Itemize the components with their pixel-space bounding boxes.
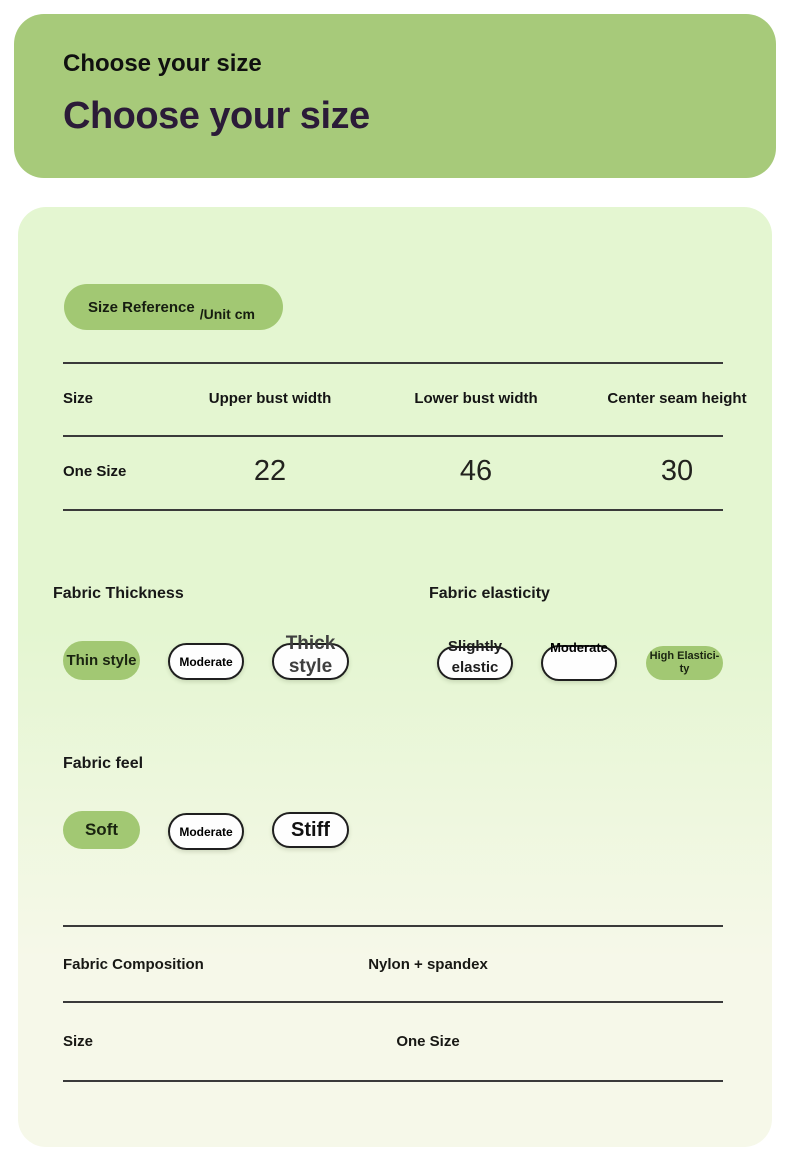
option-label: Stiff (291, 818, 330, 841)
divider (63, 435, 723, 437)
divider (63, 509, 723, 511)
option-label: Moderate (179, 654, 233, 669)
option-soft[interactable] (63, 811, 140, 849)
info-value: Nylon + spandex (368, 955, 488, 973)
size-reference-badge (64, 284, 283, 330)
size-table-row (63, 435, 774, 508)
option-label: Slightly elastic (447, 638, 503, 676)
column-header-size: Size (63, 390, 94, 407)
option-label: Moderate (179, 824, 233, 839)
size-table (63, 362, 774, 510)
page-title: Choose your size (63, 95, 370, 137)
option-elasticity-moderate[interactable] (541, 640, 617, 681)
badge-label: Size Reference (88, 298, 195, 316)
option-label: Moderate (550, 640, 608, 655)
column-header-center-seam-height: Center seam height (607, 390, 747, 407)
info-row-size (63, 1003, 723, 1080)
divider (63, 362, 723, 364)
divider (63, 1080, 723, 1082)
option-high-elasticity[interactable] (646, 646, 723, 680)
option-stiff[interactable] (272, 812, 349, 848)
fabric-feel-title: Fabric feel (63, 755, 144, 772)
cell-upper-bust-width: 22 (253, 455, 287, 487)
info-label: Size (63, 1033, 94, 1050)
option-feel-moderate[interactable] (168, 813, 244, 850)
option-label: Thick style (285, 633, 336, 677)
column-header-lower-bust-width: Lower bust width (414, 390, 538, 407)
option-slightly-elastic[interactable] (437, 638, 513, 680)
size-info-card (18, 207, 772, 1147)
option-label: Soft (84, 820, 119, 839)
column-header-upper-bust-width: Upper bust width (208, 390, 332, 407)
fabric-thickness-title: Fabric Thickness (53, 585, 184, 602)
option-label: High Elastici-ty (649, 650, 720, 675)
option-thin-style[interactable] (63, 641, 140, 680)
info-label: Fabric Composition (63, 955, 204, 973)
info-value: One Size (396, 1033, 460, 1050)
header-eyebrow: Choose your size (63, 50, 262, 77)
badge-unit: /Unit cm (199, 306, 255, 322)
option-thick-style[interactable] (272, 633, 349, 680)
fabric-elasticity-title: Fabric elasticity (429, 585, 550, 602)
cell-center-seam-height: 30 (660, 455, 694, 487)
option-thickness-moderate[interactable] (168, 643, 244, 680)
cell-size-name: One Size (63, 463, 127, 480)
option-label: Thin style (66, 652, 137, 669)
info-row-fabric-composition (63, 927, 723, 1001)
size-table-header-row (63, 362, 774, 435)
fabric-info-table (63, 925, 723, 1082)
cell-lower-bust-width: 46 (459, 455, 493, 487)
header-banner (14, 14, 776, 178)
